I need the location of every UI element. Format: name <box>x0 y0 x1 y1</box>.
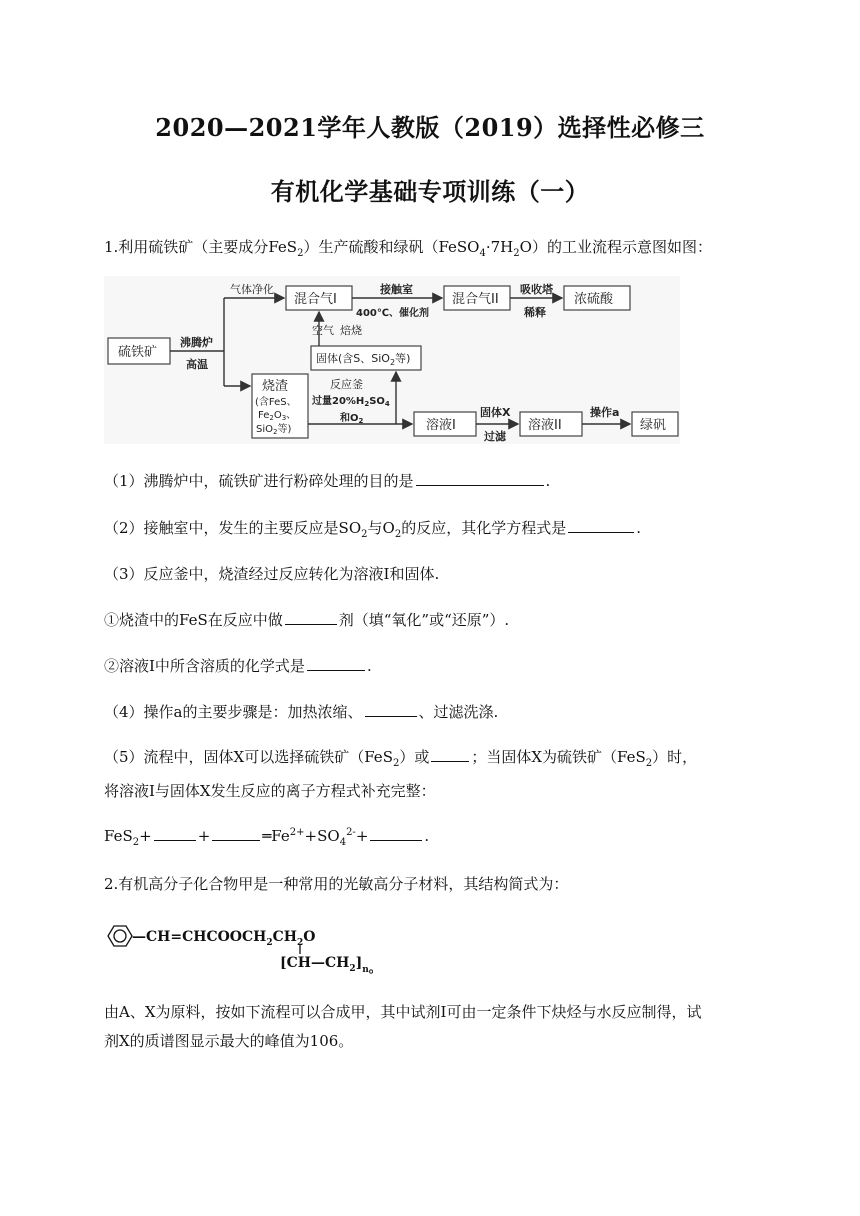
label-burn: 焙烧 <box>340 324 362 337</box>
question-1-part-3-1: ①烧渣中的FeS在反应中做 剂（填“氧化”或“还原”）. <box>104 611 510 629</box>
answer-blank[interactable] <box>370 826 422 841</box>
label-absorb: 吸收塔 <box>520 283 553 296</box>
answer-blank[interactable] <box>212 826 260 841</box>
label-high-temp: 高温 <box>186 358 208 371</box>
answer-blank[interactable] <box>285 610 337 625</box>
answer-blank[interactable] <box>416 471 544 486</box>
label-acid: 浓硫酸 <box>574 292 614 307</box>
label-solution-2: 溶液II <box>528 418 562 433</box>
question-1-part-4: （4）操作a的主要步骤是：加热浓缩、 、过滤洗涤. <box>104 703 499 721</box>
answer-blank[interactable] <box>431 747 469 762</box>
label-gas-purify: 气体净化 <box>230 283 274 296</box>
question-1-part-2: （2）接触室中，发生的主要反应是$SO_2$与$O_2$的反应，其化学方程式是 . <box>104 519 641 540</box>
question-2-paragraph-2: 剂X的质谱图显示最大的峰值为106。 <box>104 1032 354 1050</box>
backbone-text: $[CH—CH_2]_n$。 <box>280 955 381 975</box>
question-1-part-5-continued: 将溶液I与固体X发生反应的离子方程式补充完整： <box>104 782 436 800</box>
benzene-ring-icon <box>108 926 132 946</box>
question-2-paragraph-1: 由A、X为原料，按如下流程可以合成甲，其中试剂I可由一定条件下炔烃与水反应制得，试 <box>104 1003 702 1021</box>
label-contact: 接触室 <box>380 283 413 296</box>
answer-blank[interactable] <box>307 656 365 671</box>
label-op-a: 操作a <box>590 406 620 419</box>
question-1-part-3-2: ②溶液I中所含溶质的化学式是 . <box>104 657 372 675</box>
label-dilute: 稀释 <box>524 306 546 319</box>
label-slag: 烧渣 <box>262 379 289 394</box>
question-1-part-3: （3）反应釜中，烧渣经过反应转化为溶液I和固体. <box>104 565 440 583</box>
title-line-1: 2020—2021学年人教版（2019）选择性必修三 <box>155 113 705 142</box>
question-2-intro: 2.有机高分子化合物甲是一种常用的光敏高分子材料，其结构简式为： <box>104 875 569 893</box>
label-product: 绿矾 <box>640 418 667 433</box>
side-chain-text: $—CH=CHCOOCH_2CH_2O$ <box>132 929 316 948</box>
title-line-2: 有机化学基础专项训练（一） <box>270 177 590 206</box>
answer-blank[interactable] <box>365 702 417 717</box>
label-catalyst: 400℃、催化剂 <box>356 308 429 319</box>
label-furnace: 沸腾炉 <box>180 336 213 349</box>
label-excess-acid: 过量$20\%H_2SO_4$ <box>312 396 390 408</box>
process-flow-diagram <box>104 276 680 444</box>
question-1-intro: 1.利用硫铁矿（主要成分FeS$_2$）生产硫酸和绿矾$(FeSO_4\cdot 7H_2O)$的工业流程示意图如图： <box>104 238 712 259</box>
label-slag-1: (含FeS、 <box>255 397 297 408</box>
label-and-o2: 和$O_2$ <box>340 413 364 425</box>
label-gas-2: 混合气II <box>452 292 499 307</box>
label-air: 空气 <box>312 324 334 337</box>
label-solid-x: 固体X <box>480 406 511 419</box>
ionic-equation: $FeS_2+ + ═Fe^{2+}+SO_4^{2-}+$ . <box>104 827 430 848</box>
label-slag-2: $Fe_2O_3$、 <box>258 410 297 422</box>
label-filter: 过滤 <box>484 430 506 443</box>
label-slag-3: SiO$_2$等) <box>256 424 292 436</box>
label-solid: 固体(含S、SiO$_2$等) <box>316 352 411 367</box>
question-1-part-5: （5）流程中，固体X可以选择硫铁矿（FeS$_2$）或 ；当固体X为硫铁矿（FeS$_2$）时， <box>104 748 698 769</box>
structure-formula <box>104 918 404 978</box>
label-gas-1: 混合气I <box>294 292 337 307</box>
answer-blank[interactable] <box>154 826 196 841</box>
label-ore: 硫铁矿 <box>118 345 158 360</box>
question-1-part-1: （1）沸腾炉中，硫铁矿进行粉碎处理的目的是 . <box>104 472 551 490</box>
answer-blank[interactable] <box>568 518 634 533</box>
label-solution-1: 溶液I <box>426 418 456 433</box>
label-reactor: 反应釜 <box>330 378 363 391</box>
